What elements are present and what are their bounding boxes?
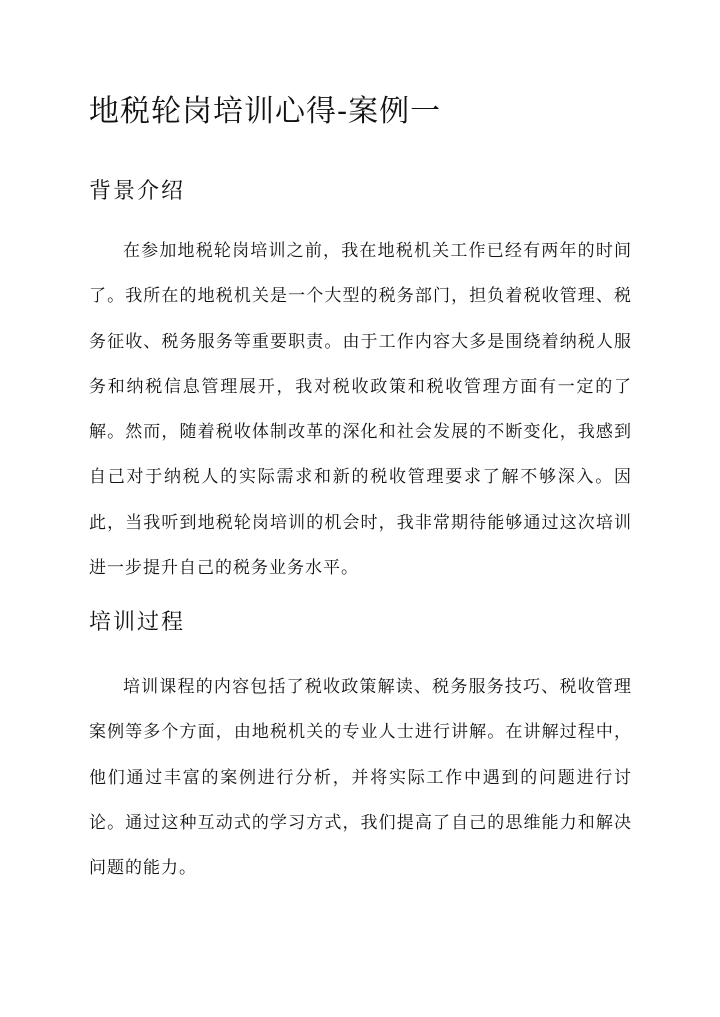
paragraph-training-process: 培训课程的内容包括了税收政策解读、税务服务技巧、税收管理案例等多个方面，由地税机关的专业人士进行讲解。在讲解过程中，他们通过丰富的案例进行分析，并将实际工作中遇到的问题进行讨论。通过这种互动式的学习方式，我们提高了自己的思维能力和解决问题的能力。 (89, 677, 632, 879)
section-heading-training-process: 培训过程 (89, 610, 186, 635)
section-heading-background: 背景介绍 (89, 179, 186, 204)
document-title: 地税轮岗培训心得-案例一 (89, 94, 442, 129)
paragraph-background: 在参加地税轮岗培训之前，我在地税机关工作已经有两年的时间了。我所在的地税机关是一个大型的税务部门，担负着税收管理、税务征收、税务服务等重要职责。由于工作内容大多是围绕着纳税人服务和纳税信息管理展开，我对税收政策和税收管理方面有一定的了解。然而，随着税收体制改革的深化和社会发展的不断变化，我感到自己对于纳税人的实际需求和新的税收管理要求了解不够深入。因此，当我听到地税轮岗培训的机会时，我非常期待能够通过这次培训进一步提升自己的税务业务水平。 (89, 241, 632, 579)
